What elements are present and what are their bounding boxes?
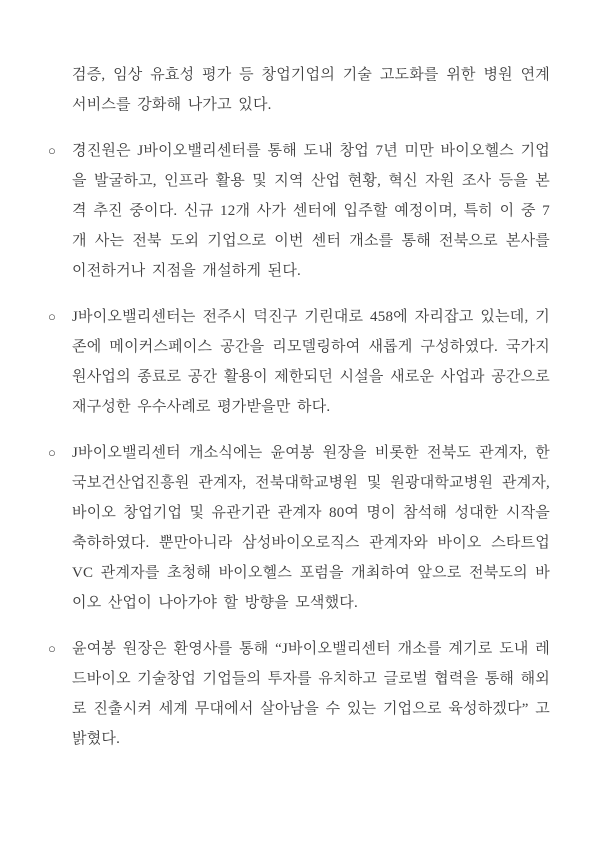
paragraph-text: J바이오밸리센터 개소식에는 윤여봉 원장을 비롯한 전북도 관계자, 한국보건산업진흥원 관계자, 전북대학교병원 및 원광대학교병원 관계자, 바이오 창업기업 및 유관기관 관계자 80여 명이 참석해 성대한 시작을 축하하였다. 뿐만아니라 삼성바이오로직스 관계자와 바이오 스타트업 VC 관계자를 초청해 바이오헬스 포럼을 개최하여 앞으로 전북도의 바이오 산업이 나아가야 할 방향을 모색했다.	[72, 445, 550, 611]
circle-bullet-icon: ○	[48, 309, 56, 324]
paragraph-text: 경진원은 J바이오밸리센터를 통해 도내 창업 7년 미만 바이오헬스 기업을 발굴하고, 인프라 활용 및 지역 산업 현황, 혁신 자원 조사 등을 본격 추진 중이다. 신규 12개 사가 센터에 입주할 예정이며, 특히 이 중 7개 사는 전북 도외 기업으로 이번 센터 개소를 통해 전북으로 본사를 이전하거나 지점을 개설하게 된다.	[72, 143, 550, 279]
intro-paragraph: 검증, 임상 유효성 평가 등 창업기업의 기술 고도화를 위한 병원 연계 서비스를 강화해 나가고 있다.	[72, 67, 550, 113]
circle-bullet-icon: ○	[48, 641, 56, 656]
circle-bullet-icon: ○	[48, 445, 56, 460]
bullet-paragraph	[48, 136, 550, 286]
bullet-list	[48, 136, 550, 754]
paragraph-text: J바이오밸리센터는 전주시 덕진구 기린대로 458에 자리잡고 있는데, 기존에 메이커스페이스 공간을 리모델링하여 새롭게 구성하였다. 국가지원사업의 종료로 공간 활용이 제한되던 시설을 새로운 사업과 공간으로 재구성한 우수사례로 평가받을만 하다.	[72, 309, 550, 415]
bullet-paragraph	[48, 438, 550, 618]
circle-bullet-icon: ○	[48, 143, 56, 158]
bullet-paragraph	[48, 302, 550, 422]
paragraph-text: 윤여봉 원장은 환영사를 통해 “J바이오밸리센터 개소를 계기로 도내 레드바이오 기술창업 기업들의 투자를 유치하고 글로벌 협력을 통해 해외로 진출시켜 세계 무대에서 살아남을 수 있는 기업으로 육성하겠다” 고 밝혔다.	[72, 641, 550, 747]
bullet-paragraph	[48, 634, 550, 754]
